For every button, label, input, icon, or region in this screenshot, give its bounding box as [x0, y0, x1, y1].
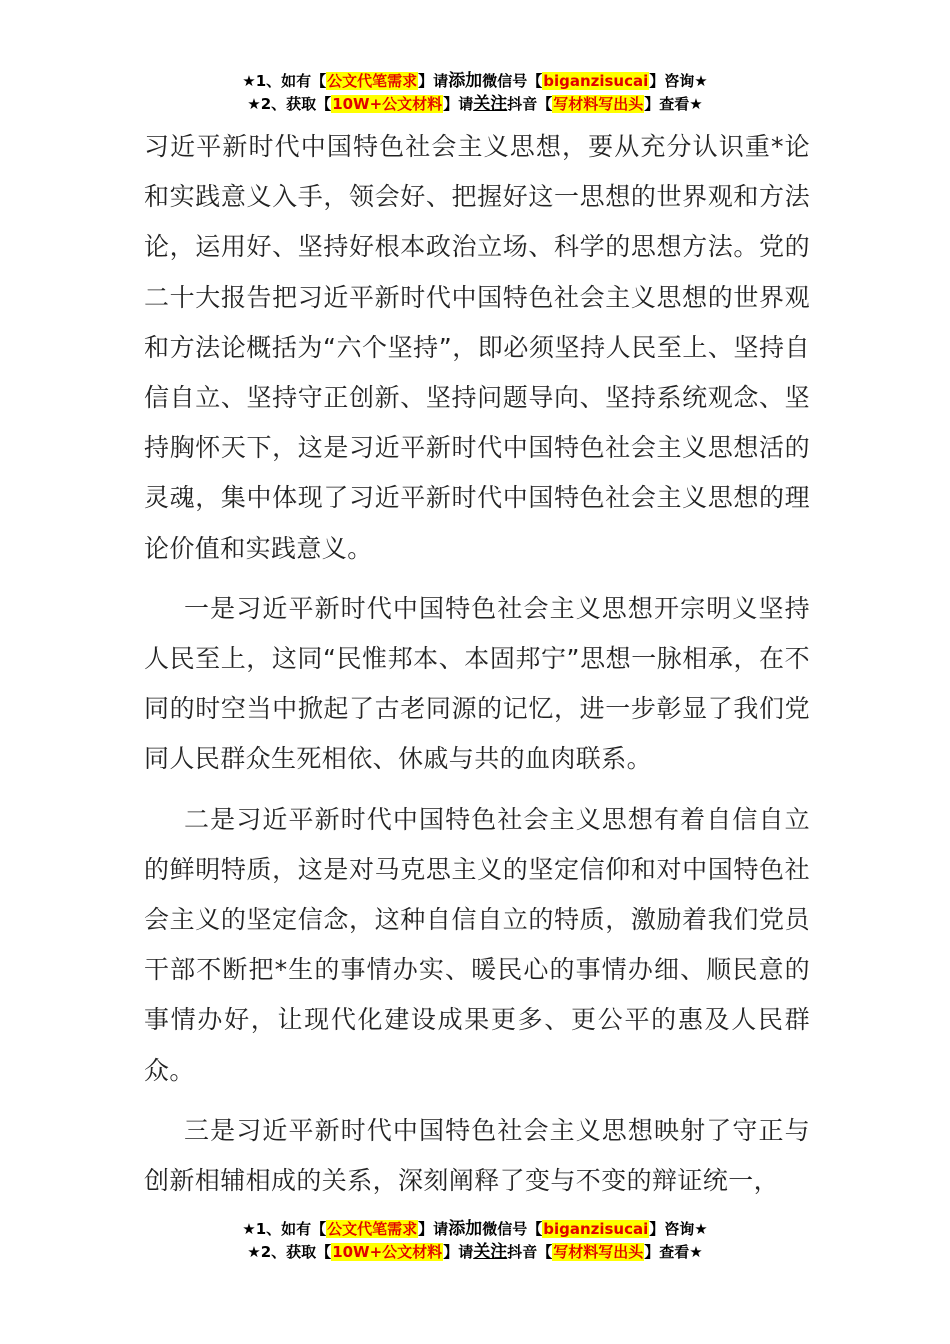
banner-text: 】查看★: [644, 95, 703, 113]
banner-line-2: [0, 93, 950, 116]
banner-line-1: [0, 70, 950, 93]
header-banner: [0, 70, 950, 116]
banner-emphasis: 关注: [473, 94, 508, 114]
banner-text: 】请: [418, 72, 449, 90]
banner-text: 抖音【: [507, 95, 553, 113]
banner-line-2: [0, 1241, 950, 1264]
paragraph-intro: 习近平新时代中国特色社会主义思想，要从充分认识重*论和实践意义入手，领会好、把握好这一思想的世界观和方法论，运用好、坚持好根本政治立场、科学的思想方法。党的二十大报告把习近平新时代中国特色社会主义思想的世界观和方法论概括为“六个坚持”，即必须坚持人民至上、坚持自信自立、坚持守正创新、坚持问题导向、坚持系统观念、坚持胸怀天下，这是习近平新时代中国特色社会主义思想活的灵魂，集中体现了习近平新时代中国特色社会主义思想的理论价值和实践意义。: [144, 132, 810, 563]
banner-highlight: 写材料写出头: [553, 1243, 644, 1261]
banner-text: 】咨询★: [649, 72, 708, 90]
banner-emphasis: 添加: [448, 71, 483, 91]
banner-highlight: 公文代笔需求: [327, 72, 418, 90]
banner-text: ★1、如有【: [242, 1220, 327, 1238]
footer-banner: [0, 1218, 950, 1264]
paragraph-point-3: 三是习近平新时代中国特色社会主义思想映射了守正与创新相辅相成的关系，深刻阐释了变与不变的辩证统一，: [144, 1115, 810, 1196]
banner-text: 】咨询★: [649, 1220, 708, 1238]
banner-text: ★1、如有【: [242, 72, 327, 90]
banner-text: 】请: [443, 95, 474, 113]
banner-highlight: biganzisucai: [543, 72, 649, 90]
banner-text: 】请: [418, 1220, 449, 1238]
banner-text: ★2、获取【: [247, 95, 332, 113]
banner-highlight: 10W+公文材料: [332, 95, 443, 113]
banner-emphasis: 添加: [448, 1219, 483, 1239]
banner-text: 微信号【: [482, 72, 543, 90]
banner-highlight: biganzisucai: [543, 1220, 649, 1238]
banner-text: 】请: [443, 1243, 474, 1261]
banner-emphasis: 关注: [473, 1242, 508, 1262]
banner-text: 抖音【: [507, 1243, 553, 1261]
banner-highlight: 写材料写出头: [553, 95, 644, 113]
banner-text: 】查看★: [644, 1243, 703, 1261]
document-body: [144, 122, 810, 1206]
banner-highlight: 公文代笔需求: [327, 1220, 418, 1238]
banner-highlight: 10W+公文材料: [332, 1243, 443, 1261]
banner-text: 微信号【: [482, 1220, 543, 1238]
banner-line-1: [0, 1218, 950, 1241]
banner-text: ★2、获取【: [247, 1243, 332, 1261]
paragraph-point-2: 二是习近平新时代中国特色社会主义思想有着自信自立的鲜明特质，这是对马克思主义的坚定信仰和对中国特色社会主义的坚定信念，这种自信自立的特质，激励着我们党员干部不断把*生的事情办实、暖民心的事情办细、顺民意的事情办好，让现代化建设成果更多、更公平的惠及人民群众。: [144, 804, 810, 1085]
paragraph-point-1: 一是习近平新时代中国特色社会主义思想开宗明义坚持人民至上，这同“民惟邦本、本固邦宁”思想一脉相承，在不同的时空当中掀起了古老同源的记忆，进一步彰显了我们党同人民群众生死相依、休戚与共的血肉联系。: [144, 593, 810, 774]
